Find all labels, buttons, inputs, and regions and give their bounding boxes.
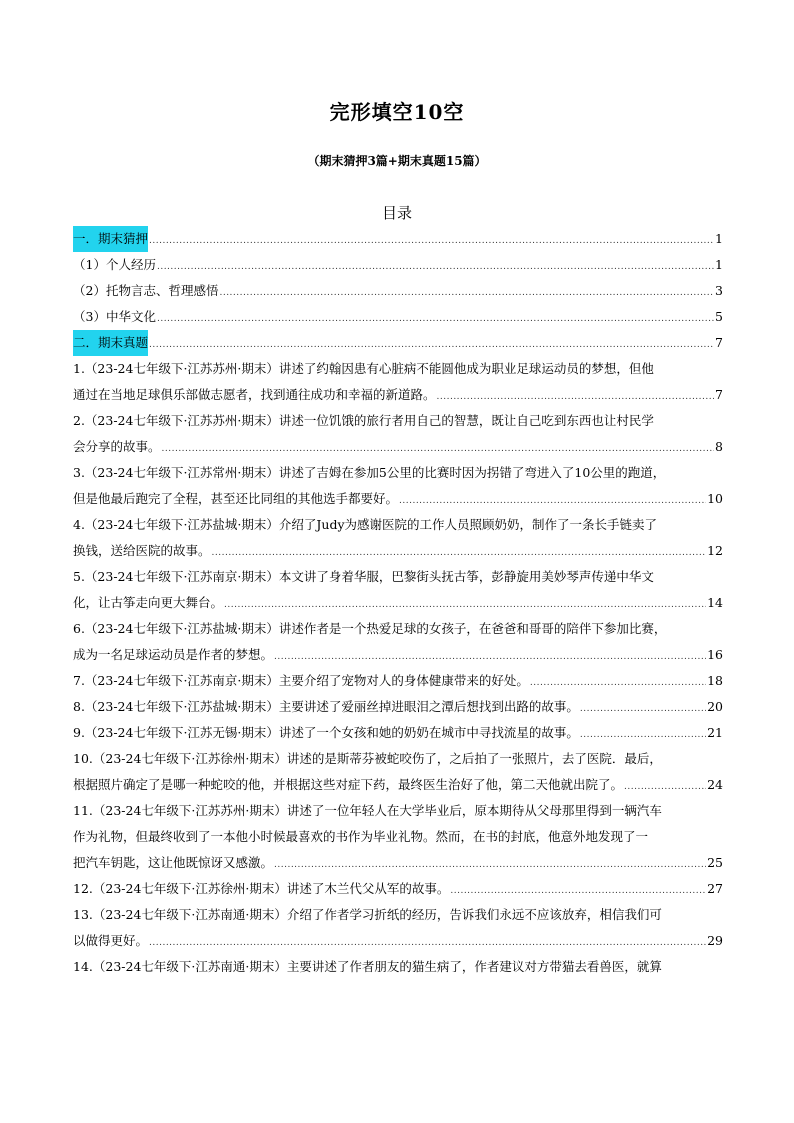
toc-dot-leader — [437, 384, 715, 408]
toc-entry-title: 会分享的故事。 — [73, 439, 161, 454]
toc-dot-leader — [224, 592, 706, 616]
toc-entry[interactable] — [73, 226, 723, 252]
toc-dot-leader — [149, 930, 706, 954]
toc-page-number: 18 — [707, 673, 723, 688]
toc-page-number: 16 — [707, 647, 723, 662]
toc-entry[interactable] — [73, 408, 723, 460]
toc-heading: 目录 — [381, 204, 412, 222]
toc-entry[interactable] — [73, 798, 723, 876]
toc-page-number: 1 — [715, 231, 723, 246]
toc-page-number: 27 — [707, 881, 723, 896]
toc-dot-leader — [157, 306, 714, 330]
toc-entry-title: （3）中华文化 — [73, 309, 156, 324]
toc-dot-leader — [149, 332, 714, 356]
toc-entry-title: 7.（23-24七年级下·江苏南京·期末）主要介绍了宠物对人的身体健康带来的好处。 — [73, 673, 529, 688]
toc-entry-text-line: 10.（23-24七年级下·江苏徐州·期末）讲述的是斯蒂芬被蛇咬伤了，之后拍了一张照片，去了医院．最后， — [73, 751, 662, 766]
toc-entry-title: 通过在当地足球俱乐部做志愿者，找到通往成功和幸福的新道路。 — [73, 387, 436, 402]
toc-entry[interactable] — [73, 460, 723, 512]
toc-dot-leader — [274, 852, 706, 876]
toc-entry[interactable] — [73, 720, 723, 746]
toc-entry-title: 根据照片确定了是哪一种蛇咬的他，并根据这些对症下药，最终医生治好了他，第二天他就出院了。 — [73, 777, 624, 792]
toc-entry-text-line: 3.（23-24七年级下·江苏常州·期末）讲述了吉姆在参加5公里的比赛时因为拐错了弯进入了10公里的跑道， — [73, 465, 666, 480]
toc-entry-title: 二．期末真题 — [73, 330, 148, 356]
toc-page-number: 7 — [715, 387, 723, 402]
toc-entry-text-line: 2.（23-24七年级下·江苏苏州·期末）讲述一位饥饿的旅行者用自己的智慧，既让自己吃到东西也让村民学 — [73, 413, 654, 428]
toc-entry[interactable] — [73, 564, 723, 616]
toc-page-number: 3 — [715, 283, 723, 298]
toc-entry-text-line: 13.（23-24七年级下·江苏南通·期末）介绍了作者学习折纸的经历，告诉我们永远不应该放弃，相信我们可 — [73, 907, 662, 922]
document-subtitle: （期末猜押3篇+期末真题15篇） — [307, 154, 487, 168]
toc-page-number: 21 — [707, 725, 723, 740]
table-of-contents — [73, 226, 723, 980]
toc-entry[interactable] — [73, 668, 723, 694]
toc-page-number: 24 — [707, 777, 723, 792]
toc-dot-leader — [530, 670, 706, 694]
toc-dot-leader — [219, 280, 714, 304]
toc-entry[interactable] — [73, 954, 723, 980]
toc-entry-title: 换钱，送给医院的故事。 — [73, 543, 211, 558]
toc-entry-text-line: 1.（23-24七年级下·江苏苏州·期末）讲述了约翰因患有心脏病不能圆他成为职业足球运动员的梦想，但他 — [73, 361, 654, 376]
toc-page-number: 5 — [715, 309, 723, 324]
toc-page-number: 10 — [707, 491, 723, 506]
toc-entry-title: 把汽车钥匙，这让他既惊讶又感激。 — [73, 855, 274, 870]
toc-entry[interactable] — [73, 512, 723, 564]
toc-entry[interactable] — [73, 252, 723, 278]
toc-entry-title: 成为一名足球运动员是作者的梦想。 — [73, 647, 274, 662]
toc-entry-text-line: 11.（23-24七年级下·江苏苏州·期末）讲述了一位年轻人在大学毕业后，原本期待从父母那里得到一辆汽车 — [73, 803, 662, 818]
toc-entry[interactable] — [73, 902, 723, 954]
toc-page-number: 7 — [715, 335, 723, 350]
toc-entry-title: 12.（23-24七年级下·江苏徐州·期末）讲述了木兰代父从军的故事。 — [73, 881, 450, 896]
toc-page-number: 12 — [707, 543, 723, 558]
toc-page-number: 20 — [707, 699, 723, 714]
toc-dot-leader — [399, 488, 706, 512]
toc-entry[interactable] — [73, 330, 723, 356]
toc-entry[interactable] — [73, 304, 723, 330]
toc-entry[interactable] — [73, 278, 723, 304]
toc-dot-leader — [149, 228, 714, 252]
toc-entry-title: 一．期末猜押 — [73, 226, 148, 252]
toc-entry-title: 以做得更好。 — [73, 933, 149, 948]
toc-entry[interactable] — [73, 616, 723, 668]
toc-entry[interactable] — [73, 694, 723, 720]
document-title: 完形填空10空 — [329, 100, 465, 124]
toc-page-number: 1 — [715, 257, 723, 272]
toc-entry-title: （1）个人经历 — [73, 257, 156, 272]
toc-entry[interactable] — [73, 356, 723, 408]
toc-entry-text-line: 14.（23-24七年级下·江苏南通·期末）主要讲述了作者朋友的猫生病了，作者建议对方带猫去看兽医，就算 — [73, 959, 662, 974]
toc-dot-leader — [580, 696, 706, 720]
toc-entry-title: 但是他最后跑完了全程，甚至还比同组的其他选手都要好。 — [73, 491, 399, 506]
toc-entry-text-line: 6.（23-24七年级下·江苏盐城·期末）讲述作者是一个热爱足球的女孩子，在爸爸和哥哥的陪伴下参加比赛， — [73, 621, 667, 636]
toc-entry-title: 化，让古筝走向更大舞台。 — [73, 595, 224, 610]
toc-dot-leader — [624, 774, 706, 798]
toc-dot-leader — [274, 644, 706, 668]
toc-dot-leader — [580, 722, 706, 746]
toc-dot-leader — [162, 436, 715, 460]
toc-page-number: 14 — [707, 595, 723, 610]
toc-entry-title: （2）托物言志、哲理感悟 — [73, 283, 219, 298]
toc-entry-title: 8.（23-24七年级下·江苏盐城·期末）主要讲述了爱丽丝掉进眼泪之潭后想找到出路的故事。 — [73, 699, 579, 714]
toc-entry-text-line: 4.（23-24七年级下·江苏盐城·期末）介绍了Judy为感谢医院的工作人员照顾奶奶，制作了一条长手链卖了 — [73, 517, 658, 532]
toc-entry-title: 9.（23-24七年级下·江苏无锡·期末）讲述了一个女孩和她的奶奶在城市中寻找流星的故事。 — [73, 725, 579, 740]
toc-page-number: 29 — [707, 933, 723, 948]
toc-page-number: 8 — [715, 439, 723, 454]
toc-dot-leader — [157, 254, 714, 278]
toc-entry[interactable] — [73, 746, 723, 798]
toc-entry-text-line: 5.（23-24七年级下·江苏南京·期末）本文讲了身着华服，巴黎街头抚古筝，彭静旋用美妙琴声传递中华文 — [73, 569, 654, 584]
toc-dot-leader — [212, 540, 707, 564]
toc-entry-text-line: 作为礼物，但最终收到了一本他小时候最喜欢的书作为毕业礼物。然而，在书的封底，他意外地发现了一 — [73, 829, 649, 844]
toc-page-number: 25 — [707, 855, 723, 870]
toc-entry[interactable] — [73, 876, 723, 902]
toc-dot-leader — [450, 878, 706, 902]
